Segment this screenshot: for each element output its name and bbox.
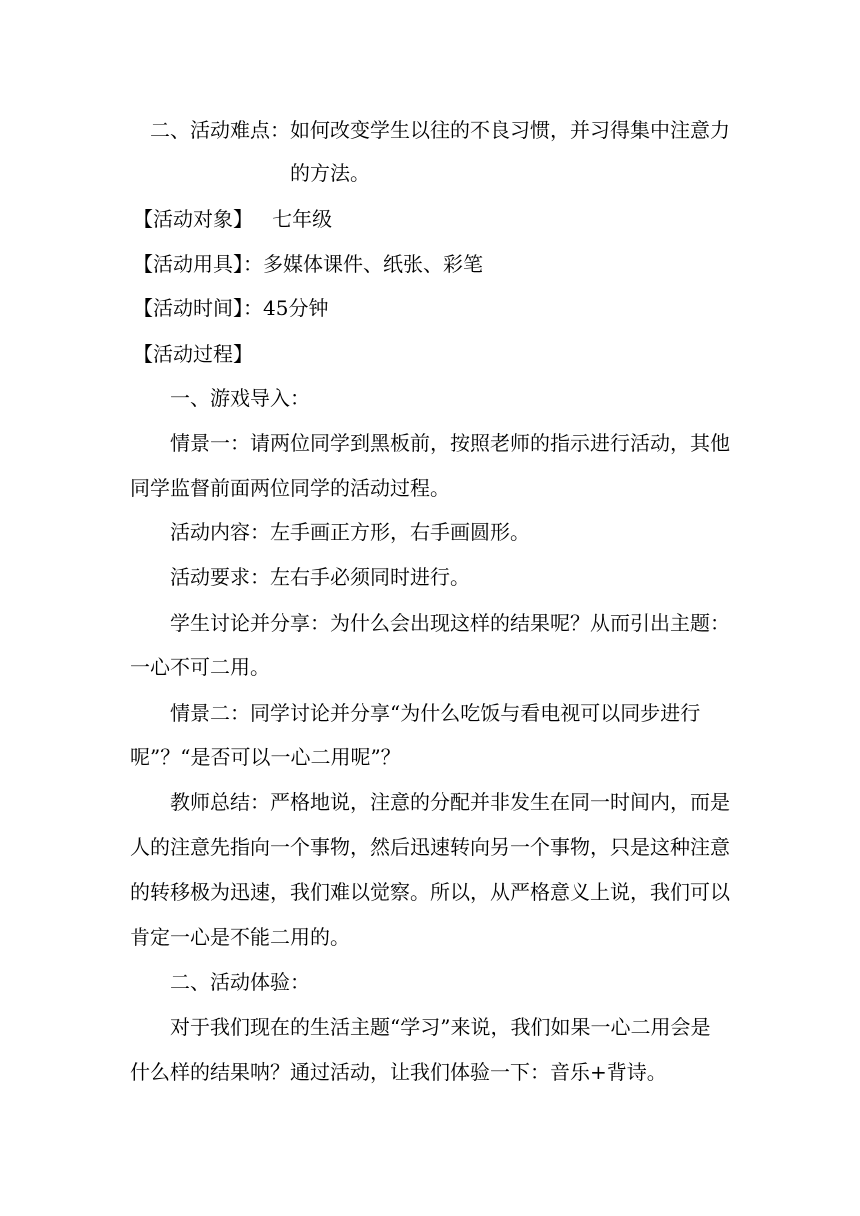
difficulty-line-2: 的方法。 (290, 161, 370, 185)
activity-target: 【活动对象】 七年级 (133, 207, 333, 231)
teacher-summary-line-3: 的转移极为迅速，我们难以觉察。所以，从严格意义上说，我们可以 (130, 880, 730, 904)
experience-line-2: 什么样的结果呐？通过活动，让我们体验一下：音乐+背诗。 (130, 1060, 667, 1084)
activity-time: 【活动时间】：45分钟 (133, 296, 329, 320)
scenario-2-line-2: 呢”？“是否可以一心二用呢”？ (130, 745, 401, 769)
teacher-summary-line-1: 教师总结：严格地说，注意的分配并非发生在同一时间内，而是 (170, 790, 730, 814)
discussion-line-2: 一心不可二用。 (130, 655, 270, 679)
scenario-1-line-1: 情景一：请两位同学到黑板前，按照老师的指示进行活动，其他 (170, 431, 730, 455)
scenario-2-line-1: 情景二：同学讨论并分享“为什么吃饭与看电视可以同步进行 (170, 701, 701, 725)
discussion-line-1: 学生讨论并分享：为什么会出现这样的结果呢？从而引出主题： (170, 611, 730, 635)
activity-tools: 【活动用具】：多媒体课件、纸张、彩笔 (133, 252, 483, 276)
experience-line-1: 对于我们现在的生活主题“学习”来说，我们如果一心二用会是 (170, 1015, 711, 1039)
difficulty-line-1: 二、活动难点：如何改变学生以往的不良习惯，并习得集中注意力 (150, 118, 730, 142)
teacher-summary-line-4: 肯定一心是不能二用的。 (130, 925, 350, 949)
section-game-intro: 一、游戏导入： (170, 386, 310, 410)
activity-process-heading: 【活动过程】 (133, 342, 253, 366)
activity-requirement: 活动要求：左右手必须同时进行。 (170, 565, 470, 589)
activity-content: 活动内容：左手画正方形，右手画圆形。 (170, 520, 530, 544)
scenario-1-line-2: 同学监督前面两位同学的活动过程。 (130, 476, 450, 500)
teacher-summary-line-2: 人的注意先指向一个事物，然后迅速转向另一个事物，只是这种注意 (130, 835, 730, 859)
section-activity-experience: 二、活动体验： (170, 970, 310, 994)
